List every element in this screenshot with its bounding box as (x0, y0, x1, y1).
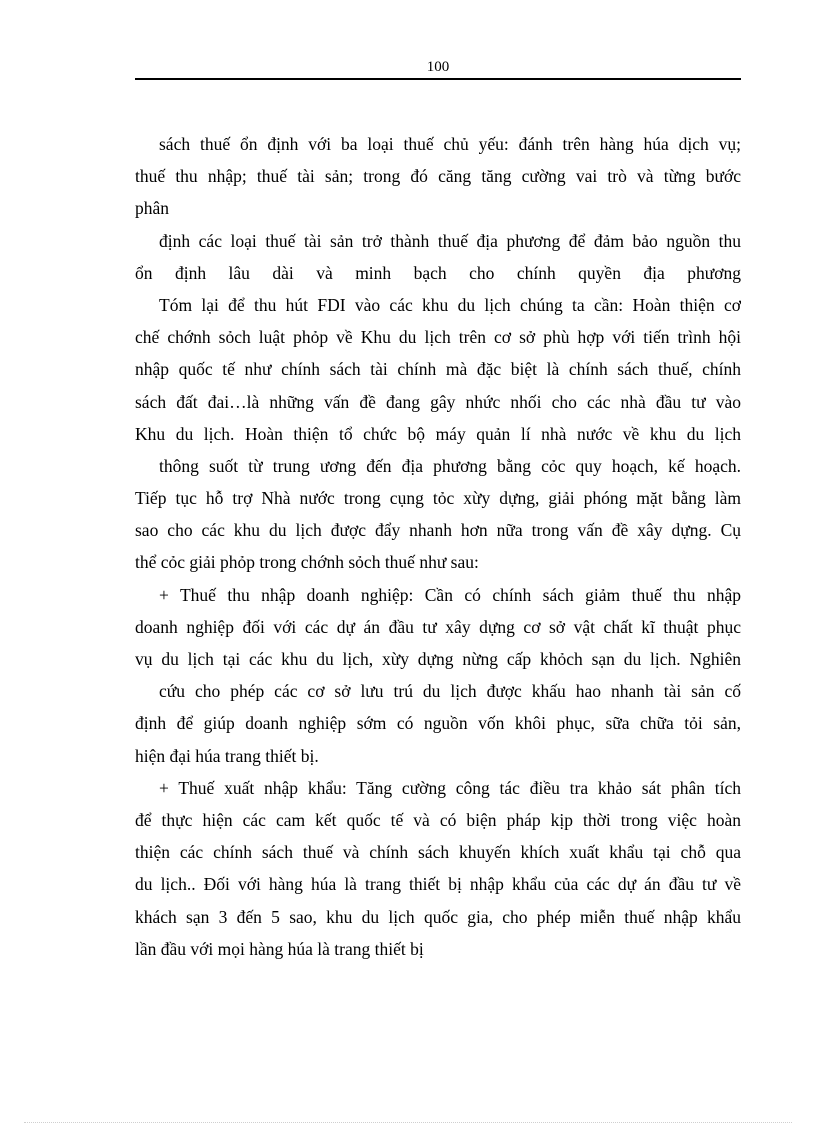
text-line: định để giúp doanh nghiệp sớm có nguồn vốn khôi phục, sữa chữa tỏi sản, (135, 713, 741, 734)
text-line: để thực hiện các cam kết quốc tế và có biện pháp kịp thời trong việc hoàn (135, 809, 741, 830)
page-number: 100 (426, 59, 450, 75)
text-line: sách đất đai…là những vấn đề đang gây nhức nhối cho các nhà đầu tư vào (135, 391, 741, 412)
text-line: định các loại thuế tài sản trở thành thuế địa phương để đảm bảo nguồn thu (159, 230, 741, 251)
text-line: sao cho các khu du lịch được đẩy nhanh hơn nữa trong vấn đề xây dựng. Cụ (135, 520, 741, 541)
text-line: Khu du lịch. Hoàn thiện tổ chức bộ máy quản lí nhà nước về khu du lịch (135, 423, 741, 444)
text-line: Tiếp tục hỗ trợ Nhà nước trong cụng tỏc xừy dựng, giải phóng mặt bằng làm (135, 488, 741, 509)
text-line: thuế thu nhập; thuế tài sản; trong đó căng tăng cường vai trò và từng bước (135, 166, 741, 187)
text-line: Tóm lại để thu hút FDI vào các khu du lịch chúng ta cần: Hoàn thiện cơ (159, 294, 741, 315)
text-line: sách thuế ổn định với ba loại thuế chủ yếu: đánh trên hàng húa dịch vụ; (159, 134, 741, 154)
text-line: lần đầu với mọi hàng húa là trang thiết bị (135, 938, 424, 959)
text-line: khách sạn 3 đến 5 sao, khu du lịch quốc gia, cho phép miễn thuế nhập khẩu (135, 906, 741, 927)
text-line: phân (135, 198, 170, 219)
text-line: vụ du lịch tại các khu du lịch, xừy dựng nừng cấp khỏch sạn du lịch. Nghiên (135, 649, 741, 669)
text-line: ổn định lâu dài và minh bạch cho chính quyền địa phương (135, 262, 741, 283)
text-line: + Thuế thu nhập doanh nghiệp: Cần có chính sách giảm thuế thu nhập (159, 584, 741, 605)
text-line: doanh nghiệp đối với các dự án đầu tư xây dựng cơ sở vật chất kĩ thuật phục (135, 616, 741, 637)
text-line: cứu cho phép các cơ sở lưu trú du lịch được khấu hao nhanh tài sản cố (159, 681, 741, 702)
text-line: hiện đại húa trang thiết bị. (135, 745, 319, 766)
page-header (135, 56, 741, 80)
body-text (135, 128, 741, 965)
text-line: thiện các chính sách thuế và chính sách khuyến khích xuất khẩu tại chỗ qua (135, 842, 741, 863)
text-line: thông suốt từ trung ương đến địa phương bằng cỏc quy hoạch, kế hoạch. (159, 455, 741, 476)
text-line: + Thuế xuất nhập khẩu: Tăng cường công tác điều tra khảo sát phân tích (159, 777, 741, 798)
text-line: du lịch.. Đối với hàng húa là trang thiết bị nhập khẩu của các dự án đầu tư về (135, 874, 741, 895)
header-rule (135, 78, 741, 80)
text-line: thể cỏc giải phỏp trong chớnh sỏch thuế như sau: (135, 552, 479, 573)
text-line: chế chớnh sỏch luật phỏp về Khu du lịch trên cơ sở phù hợp với tiến trình hội (135, 327, 741, 348)
text-line: nhập quốc tế như chính sách tài chính mà đặc biệt là chính sách thuế, chính (135, 359, 741, 380)
